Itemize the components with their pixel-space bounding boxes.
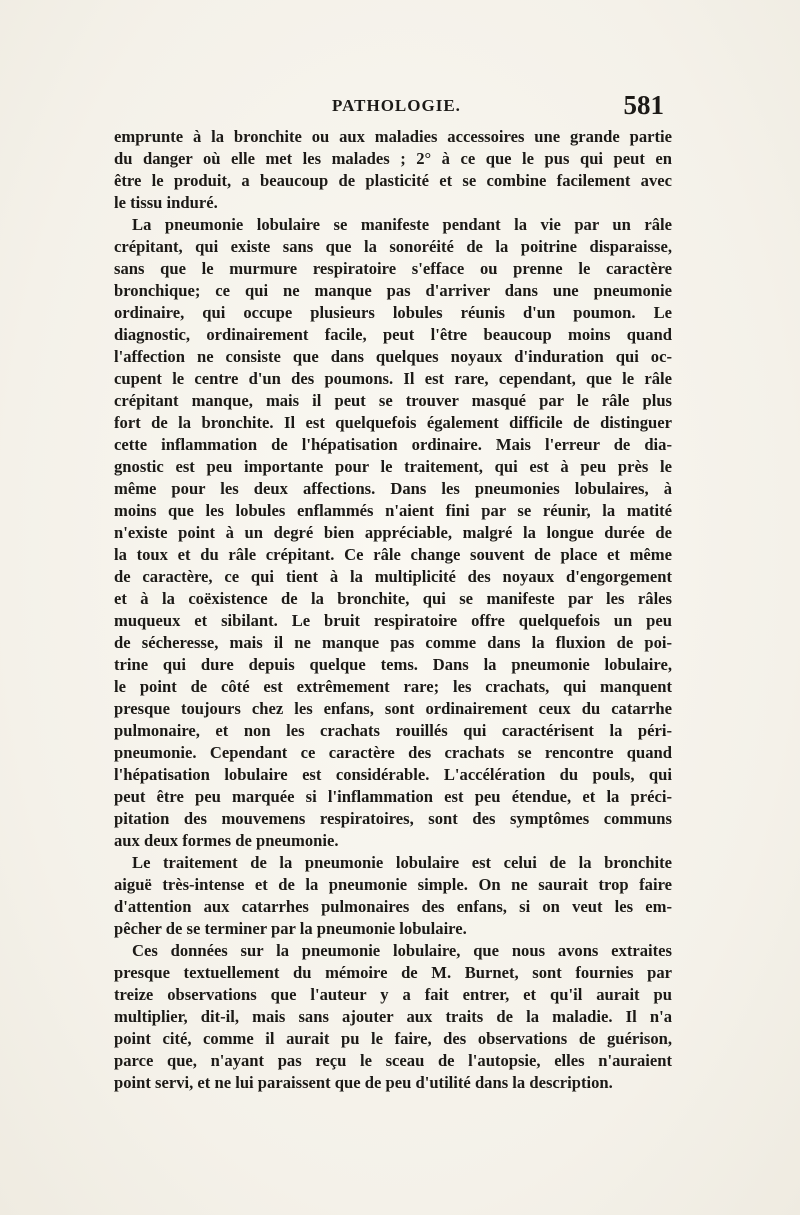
body-text bbox=[114, 126, 672, 1094]
text-line: moins que les lobules enflammés n'aient fini par se réunir, la matité bbox=[114, 501, 672, 520]
text-line: d'attention aux catarrhes pulmonaires des enfans, si on veut les em- bbox=[114, 897, 672, 916]
text-line: Le traitement de la pneumonie lobulaire est celui de la bronchite bbox=[132, 853, 672, 872]
text-line: aux deux formes de pneumonie. bbox=[114, 831, 339, 850]
text-line: du danger où elle met les malades ; 2° à ce que le pus qui peut en bbox=[114, 149, 672, 168]
text-line: cette inflammation de l'hépatisation ordinaire. Mais l'erreur de dia- bbox=[114, 435, 672, 454]
text-line: pneumonie. Cependant ce caractère des crachats se rencontre quand bbox=[114, 743, 672, 762]
text-line: être le produit, a beaucoup de plasticité et se combine facilement avec bbox=[114, 171, 672, 190]
text-line: de sécheresse, mais il ne manque pas comme dans la fluxion de poi- bbox=[114, 633, 672, 652]
text-line: de caractère, ce qui tient à la multiplicité des noyaux d'engorgement bbox=[114, 567, 672, 586]
text-line: sans que le murmure respiratoire s'efface ou prenne le caractère bbox=[114, 259, 672, 278]
text-line: treize observations que l'auteur y a fait entrer, et qu'il aurait pu bbox=[114, 985, 672, 1004]
text-line: multiplier, dit-il, mais sans ajouter aux traits de la maladie. Il n'a bbox=[114, 1007, 672, 1026]
page-header bbox=[118, 90, 668, 126]
text-line: crépitant, qui existe sans que la sonoréité de la poitrine disparaisse, bbox=[114, 237, 672, 256]
text-line: le point de côté est extrêmement rare; les crachats, qui manquent bbox=[114, 677, 672, 696]
text-line: aiguë très-intense et de la pneumonie simple. On ne saurait trop faire bbox=[114, 875, 672, 894]
text-line: l'hépatisation lobulaire est considérable. L'accélération du pouls, qui bbox=[114, 765, 672, 784]
paragraph bbox=[114, 126, 672, 214]
text-line: n'existe point à un degré bien appréciable, malgré la longue durée de bbox=[114, 523, 672, 542]
text-line: et à la coëxistence de la bronchite, qui se manifeste par les râles bbox=[114, 589, 672, 608]
text-line: emprunte à la bronchite ou aux maladies accessoires une grande partie bbox=[114, 127, 672, 146]
text-line: fort de la bronchite. Il est quelquefois également difficile de distinguer bbox=[114, 413, 672, 432]
text-line: parce que, n'ayant pas reçu le sceau de l'autopsie, elles n'auraient bbox=[114, 1051, 672, 1070]
text-line: trine qui dure depuis quelque tems. Dans la pneumonie lobulaire, bbox=[114, 655, 672, 674]
text-line: pulmonaire, et non les crachats rouillés qui caractérisent la péri- bbox=[114, 721, 672, 740]
text-line: cupent le centre d'un des poumons. Il est rare, cependant, que le râle bbox=[114, 369, 672, 388]
text-line: l'affection ne consiste que dans quelques noyaux d'induration qui oc- bbox=[114, 347, 672, 366]
text-line: point cité, comme il aurait pu le faire, des observations de guérison, bbox=[114, 1029, 672, 1048]
text-line: pitation des mouvemens respiratoires, sont des symptômes communs bbox=[114, 809, 672, 828]
page-number: 581 bbox=[623, 90, 664, 120]
text-line: bronchique; ce qui ne manque pas d'arriver dans une pneumonie bbox=[114, 281, 672, 300]
paragraph bbox=[114, 214, 672, 852]
text-line: muqueux et sibilant. Le bruit respiratoire offre quelquefois un peu bbox=[114, 611, 672, 630]
text-line: la toux et du râle crépitant. Ce râle change souvent de place et même bbox=[114, 545, 672, 564]
text-line: peut être peu marquée si l'inflammation est peu étendue, et la préci- bbox=[114, 787, 672, 806]
text-line: presque toujours chez les enfans, sont ordinairement ceux du catarrhe bbox=[114, 699, 672, 718]
running-head: PATHOLOGIE. bbox=[332, 96, 461, 115]
paragraph bbox=[114, 940, 672, 1094]
text-line: Ces données sur la pneumonie lobulaire, que nous avons extraites bbox=[132, 941, 672, 960]
text-line: presque textuellement du mémoire de M. Burnet, sont fournies par bbox=[114, 963, 672, 982]
text-line: ordinaire, qui occupe plusieurs lobules réunis d'un poumon. Le bbox=[114, 303, 672, 322]
text-line: La pneumonie lobulaire se manifeste pendant la vie par un râle bbox=[132, 215, 672, 234]
text-line: crépitant manque, mais il peut se trouver masqué par le râle plus bbox=[114, 391, 672, 410]
text-line: pêcher de se terminer par la pneumonie lobulaire. bbox=[114, 919, 467, 938]
text-line: diagnostic, ordinairement facile, peut l'être beaucoup moins quand bbox=[114, 325, 672, 344]
text-line: même pour les deux affections. Dans les pneumonies lobulaires, à bbox=[114, 479, 672, 498]
text-line: le tissu induré. bbox=[114, 193, 218, 212]
paragraph bbox=[114, 852, 672, 940]
text-line: point servi, et ne lui paraissent que de peu d'utilité dans la description. bbox=[114, 1073, 613, 1092]
text-line: gnostic est peu importante pour le traitement, qui est à peu près le bbox=[114, 457, 672, 476]
